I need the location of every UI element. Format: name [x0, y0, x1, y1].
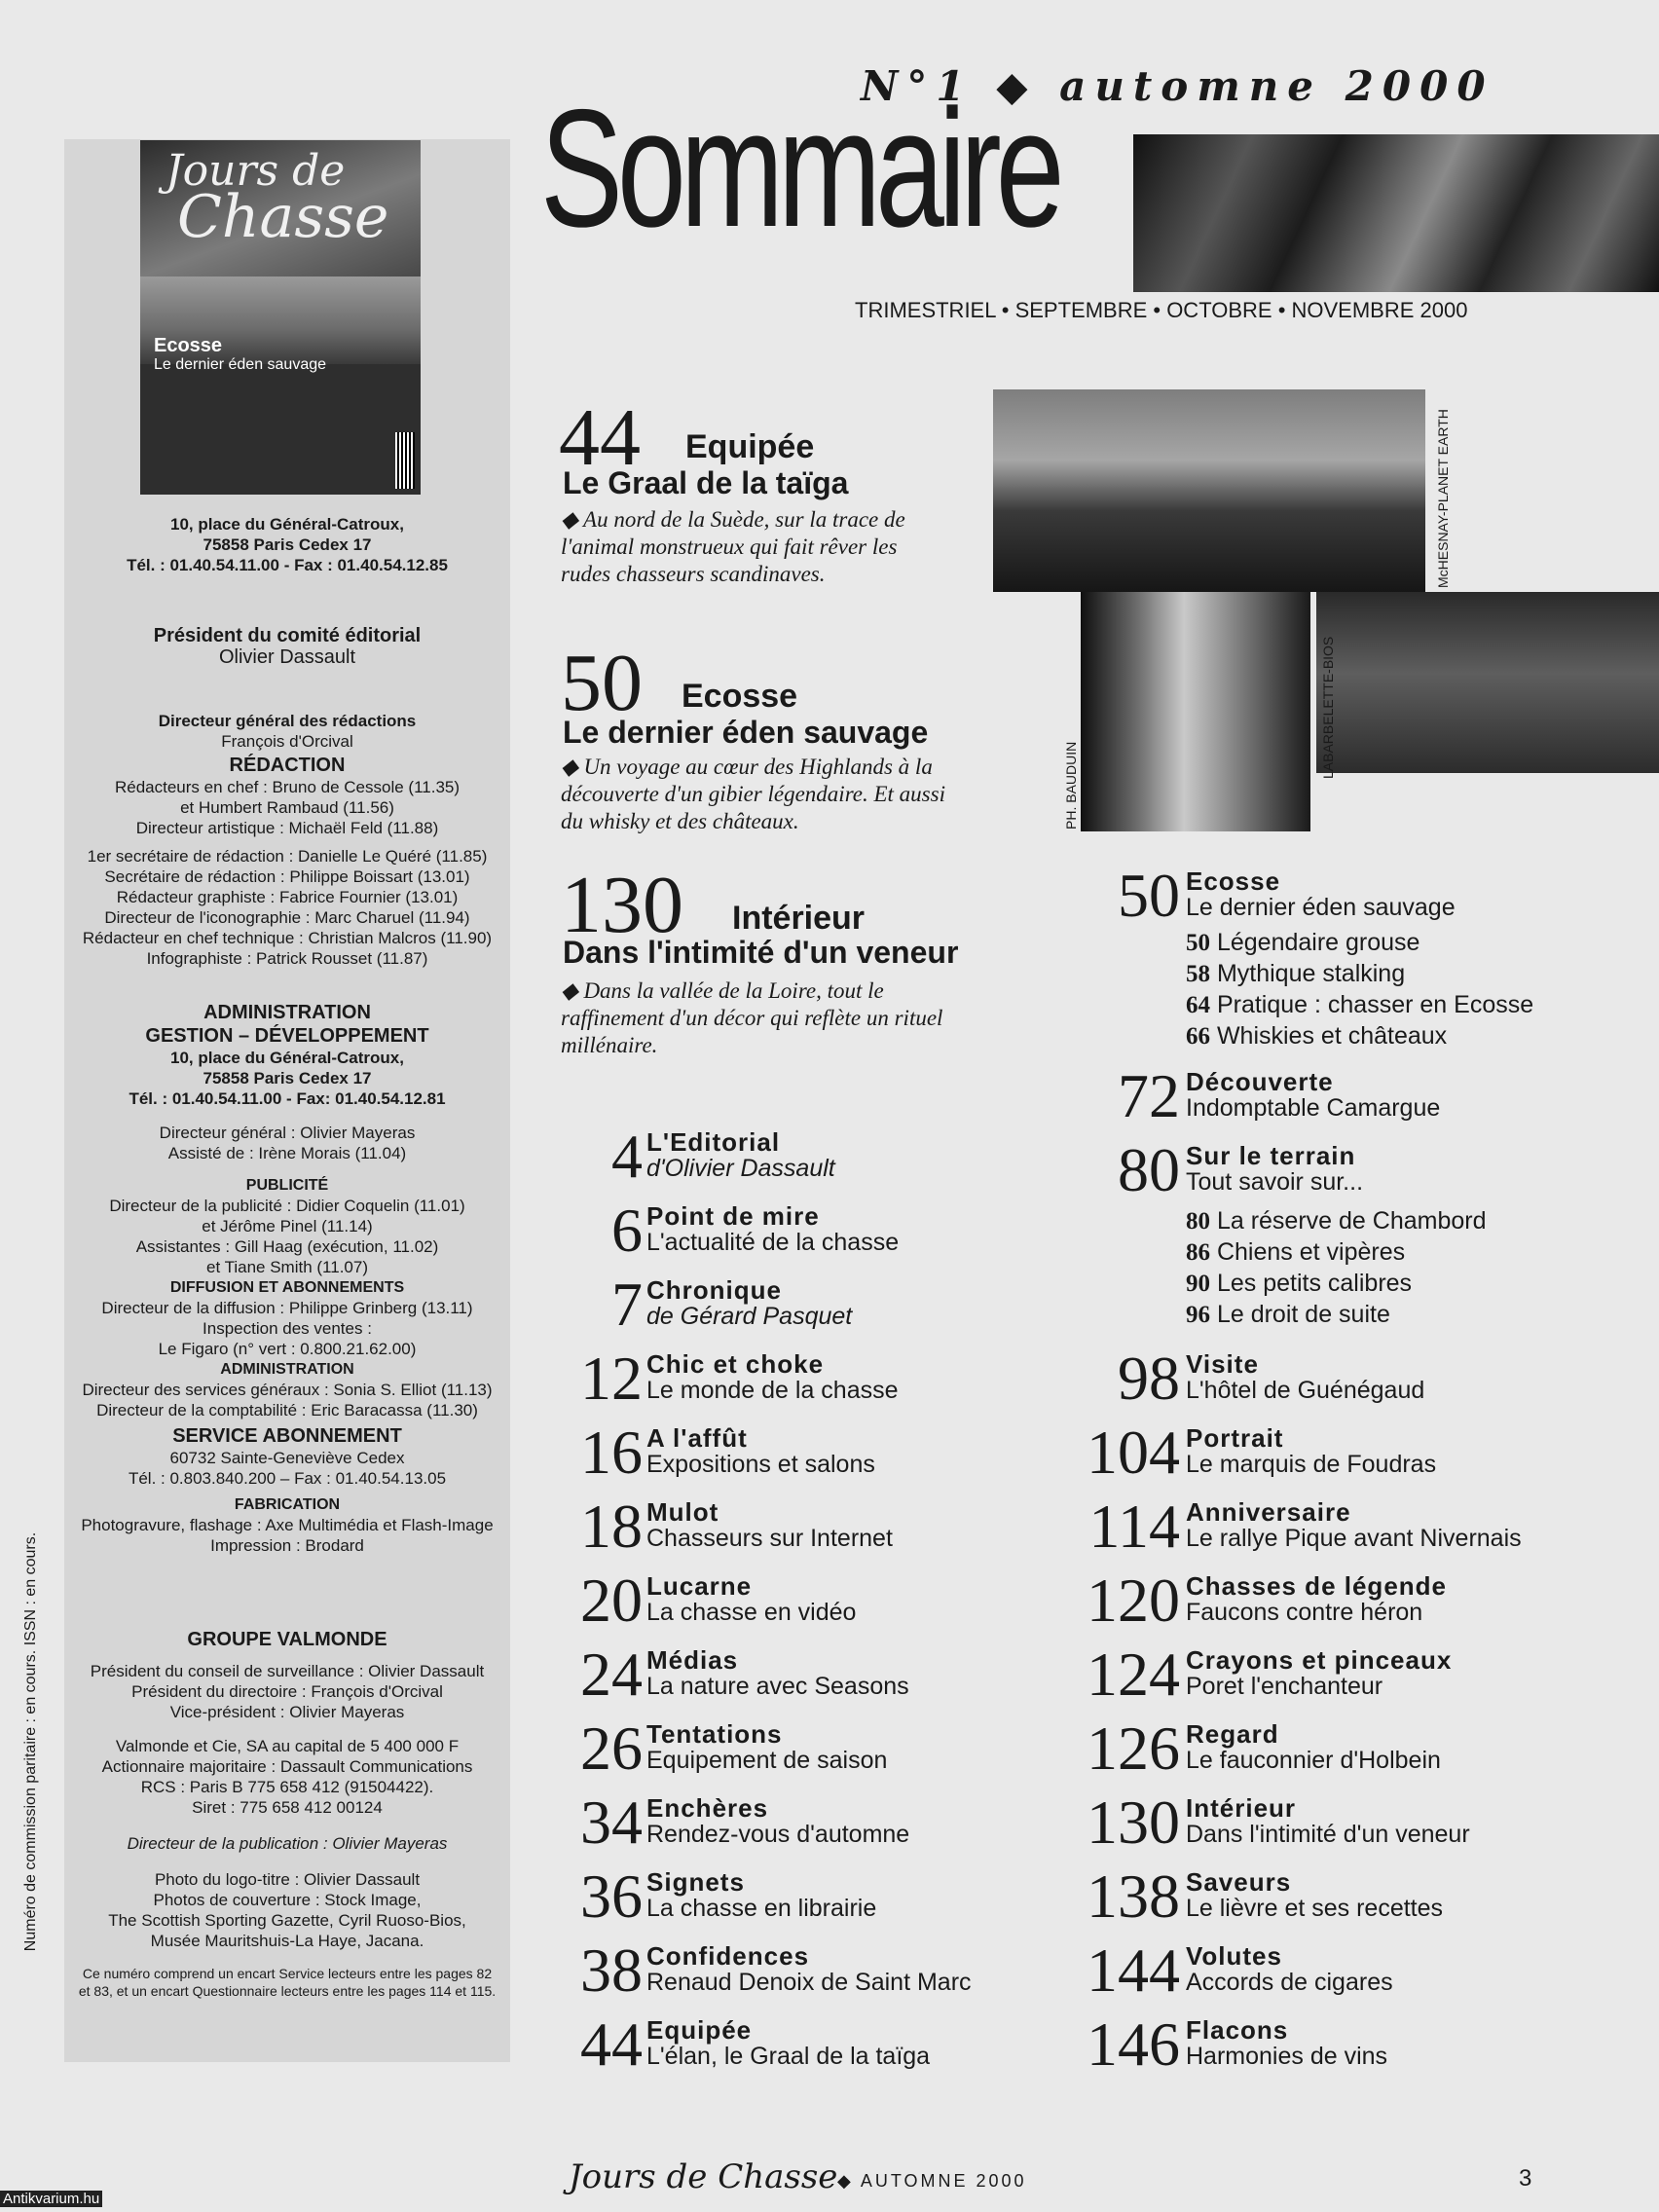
admin-heading: GESTION – DÉVELOPPEMENT	[145, 1025, 429, 1047]
toc-subtitle: Faucons contre héron	[1186, 1599, 1423, 1626]
insert-note: Ce numéro comprend un encart Service lecteurs entre les pages 82	[82, 1966, 493, 1981]
cover-headline: Ecosse	[154, 335, 223, 356]
toc-subitem-text: Le droit de suite	[1216, 1301, 1390, 1328]
feature-description: ◆ Un voyage au cœur des Highlands à la découverte d'un gibier légendaire. Et aussi du whisky et des châteaux.	[561, 755, 945, 833]
toc-rubric: Ecosse	[1186, 866, 1281, 896]
toc-subtitle: Harmonies de vins	[1186, 2043, 1388, 2070]
photo-credit-line: Photos de couverture : Stock Image,	[153, 1891, 422, 1909]
toc-subitem-number: 50	[1186, 930, 1210, 956]
staff-line: Directeur artistique : Michaël Feld (11.88)	[135, 819, 439, 837]
toc-page-number: 36	[580, 1862, 643, 1931]
toc-subtitle: Le monde de la chasse	[646, 1377, 899, 1404]
cover-logo-line1: Jours de	[166, 146, 346, 196]
staff-line: Photogravure, flashage : Axe Multimédia et Flash-Image	[81, 1516, 494, 1534]
toc-page-number: 98	[1118, 1344, 1180, 1413]
toc-subtitle: La chasse en librairie	[646, 1895, 877, 1922]
toc-rubric: Portrait	[1186, 1423, 1284, 1453]
toc-rubric: Anniversaire	[1186, 1497, 1351, 1527]
toc-rubric: Chronique	[646, 1275, 782, 1305]
photo-credit: McHESNAY-PLANET EARTH	[1435, 409, 1451, 588]
toc-page-number: 18	[580, 1492, 643, 1561]
toc-subtitle: Expositions et salons	[646, 1451, 875, 1478]
toc-subitem-number: 66	[1186, 1023, 1210, 1050]
toc-subitem	[1186, 1301, 1390, 1329]
toc-subitem-text: Les petits calibres	[1216, 1270, 1413, 1297]
periodicity-line: TRIMESTRIEL • SEPTEMBRE • OCTOBRE • NOVEMBRE 2000	[855, 298, 1468, 322]
toc-subitem-number: 64	[1186, 992, 1210, 1018]
toc-subtitle: Renaud Denoix de Saint Marc	[646, 1969, 972, 1996]
feature-number: 44	[559, 392, 641, 483]
toc-rubric: L'Editorial	[646, 1127, 781, 1157]
toc-subtitle: La chasse en vidéo	[646, 1599, 857, 1626]
toc-rubric: Chasses de légende	[1186, 1571, 1447, 1601]
staff-line: Directeur de la publicité : Didier Coquelin (11.01)	[109, 1197, 465, 1215]
editorial-address	[64, 514, 510, 575]
administration-heading: ADMINISTRATION	[220, 1361, 354, 1378]
staff-line: Le Figaro (n° vert : 0.800.21.62.00)	[158, 1340, 417, 1358]
publication-director: Directeur de la publication : Olivier Mayeras	[127, 1834, 448, 1853]
toc-subtitle: L'hôtel de Guénégaud	[1186, 1377, 1425, 1404]
company-line: RCS : Paris B 775 658 412 (91504422).	[140, 1778, 434, 1796]
staff-line: Président du conseil de surveillance : Olivier Dassault	[90, 1662, 485, 1680]
toc-subitem	[1186, 1238, 1405, 1267]
toc-rubric: Point de mire	[646, 1201, 820, 1231]
staff-line: Assistantes : Gill Haag (exécution, 11.02)	[135, 1237, 439, 1256]
groupe-block	[64, 1628, 510, 2000]
toc-page-number: 80	[1118, 1135, 1180, 1204]
dg-name: François d'Orcival	[221, 732, 353, 751]
photo-credit-line: Photo du logo-titre : Olivier Dassault	[154, 1870, 421, 1889]
toc-subtitle: de Gérard Pasquet	[646, 1303, 853, 1330]
toc-page-number: 7	[611, 1270, 643, 1339]
toc-subtitle: Equipement de saison	[646, 1747, 888, 1774]
redaction-heading: RÉDACTION	[229, 755, 346, 776]
company-line: Siret : 775 658 412 00124	[192, 1798, 383, 1817]
feature-title: Le Graal de la taïga	[563, 465, 849, 500]
toc-page-number: 16	[580, 1418, 643, 1487]
toc-subtitle: Accords de cigares	[1186, 1969, 1393, 1996]
toc-subitem-number: 96	[1186, 1302, 1210, 1328]
cover-tagline: Le dernier éden sauvage	[154, 356, 327, 373]
toc-page-number: 144	[1087, 1936, 1180, 2005]
toc-page-number: 50	[1118, 861, 1180, 930]
staff-line: Secrétaire de rédaction : Philippe Boissart (13.01)	[104, 867, 470, 886]
staff-line: Directeur de la comptabilité : Eric Baracassa (11.30)	[96, 1401, 478, 1419]
watermark: Antikvarium.hu	[0, 2191, 102, 2207]
staff-line: Infographiste : Patrick Rousset (11.87)	[146, 949, 428, 968]
dg-label: Directeur général des rédactions	[158, 712, 417, 730]
toc-subitem	[1186, 991, 1533, 1019]
staff-line: Directeur de l'iconographie : Marc Charuel (11.94)	[104, 908, 470, 927]
toc-page-number: 4	[611, 1122, 643, 1191]
toc-rubric: Crayons et pinceaux	[1186, 1645, 1453, 1675]
toc-subitem-number: 58	[1186, 961, 1210, 987]
president-block	[64, 625, 510, 668]
president-label: Président du comité éditorial	[153, 625, 422, 646]
issue-label: N°1 ◆ automne 2000	[861, 62, 1494, 110]
toc-subitem	[1186, 960, 1405, 988]
abonnement-heading: SERVICE ABONNEMENT	[172, 1425, 402, 1447]
toc-subitem	[1186, 1207, 1487, 1235]
interior-photo	[1081, 592, 1310, 831]
feature-number: 50	[561, 638, 643, 728]
toc-subitem-text: Chiens et vipères	[1216, 1238, 1406, 1266]
toc-rubric: Enchères	[646, 1793, 769, 1823]
toc-subitem-text: Whiskies et châteaux	[1216, 1022, 1448, 1050]
feature-number: 130	[561, 860, 683, 950]
issn-note: Numéro de commission paritaire : en cours. ISSN : en cours.	[22, 1531, 39, 1952]
phone-line: Tél. : 01.40.54.11.00 - Fax : 01.40.54.12.85	[127, 556, 448, 574]
moose-photo	[993, 389, 1425, 592]
toc-page-number: 124	[1087, 1640, 1180, 1709]
staff-line: Directeur des services généraux : Sonia S. Elliot (11.13)	[82, 1381, 493, 1399]
staff-line: Président du directoire : François d'Orcival	[131, 1682, 443, 1701]
cover-thumbnail	[140, 140, 421, 495]
admin-heading: ADMINISTRATION	[203, 1002, 371, 1023]
toc-page-number: 24	[580, 1640, 643, 1709]
fabrication-heading: FABRICATION	[234, 1496, 341, 1513]
toc-page-number: 6	[611, 1196, 643, 1265]
toc-rubric: Chic et choke	[646, 1349, 825, 1379]
staff-line: et Jérôme Pinel (11.14)	[202, 1217, 373, 1235]
redaction-block	[64, 711, 510, 969]
toc-rubric: Médias	[646, 1645, 739, 1675]
toc-rubric: Visite	[1186, 1349, 1259, 1379]
toc-page-number: 34	[580, 1788, 643, 1857]
photo-credit-line: Musée Mauritshuis-La Haye, Jacana.	[150, 1932, 424, 1950]
toc-subtitle: Le rallye Pique avant Nivernais	[1186, 1525, 1522, 1552]
header-photo	[1133, 134, 1659, 292]
page-number: 3	[1519, 2165, 1532, 2192]
toc-page-number: 120	[1087, 1566, 1180, 1635]
feature-description: ◆ Au nord de la Suède, sur la trace de l'animal monstrueux qui fait rêver les rudes chasseurs scandinaves.	[561, 507, 905, 586]
groupe-heading: GROUPE VALMONDE	[187, 1629, 387, 1650]
toc-page-number: 138	[1087, 1862, 1180, 1931]
toc-rubric: Lucarne	[646, 1571, 753, 1601]
toc-subtitle: Le dernier éden sauvage	[1186, 894, 1456, 921]
feature-rubric: Equipée	[685, 428, 815, 465]
address-line: 10, place du Général-Catroux,	[170, 1049, 404, 1067]
photo-credit: PH. BAUDUIN	[1063, 741, 1079, 830]
company-line: Actionnaire majoritaire : Dassault Communications	[101, 1757, 473, 1776]
toc-subtitle: Rendez-vous d'automne	[646, 1821, 910, 1848]
toc-rubric: Volutes	[1186, 1941, 1282, 1971]
president-name: Olivier Dassault	[218, 646, 356, 668]
staff-line: 60732 Sainte-Geneviève Cedex	[169, 1449, 405, 1467]
toc-rubric: Confidences	[646, 1941, 810, 1971]
staff-line: Directeur général : Olivier Mayeras	[159, 1124, 416, 1142]
staff-line: Directeur de la diffusion : Philippe Grinberg (13.11)	[101, 1299, 473, 1317]
toc-page-number: 146	[1087, 2009, 1180, 2079]
toc-rubric: Signets	[646, 1867, 745, 1897]
toc-rubric: Sur le terrain	[1186, 1141, 1356, 1170]
staff-line: Rédacteurs en chef : Bruno de Cessole (11.35)	[114, 778, 461, 796]
toc-subitem	[1186, 929, 1419, 957]
feature-rubric: Intérieur	[732, 900, 866, 937]
administration-block	[64, 1001, 510, 1556]
toc-page-number: 104	[1087, 1418, 1180, 1487]
grouse-photo	[1316, 592, 1659, 773]
toc-subtitle: La nature avec Seasons	[646, 1673, 909, 1700]
toc-subitem-number: 90	[1186, 1271, 1210, 1297]
staff-line: 1er secrétaire de rédaction : Danielle Le Quéré (11.85)	[87, 847, 488, 866]
toc-subitem-number: 86	[1186, 1239, 1210, 1266]
toc-subtitle: Tout savoir sur...	[1186, 1168, 1364, 1196]
page-title: Sommaire	[540, 75, 1059, 262]
toc-rubric: Saveurs	[1186, 1867, 1292, 1897]
toc-rubric: Regard	[1186, 1719, 1279, 1749]
toc-page-number: 44	[580, 2009, 643, 2079]
staff-line: Vice-président : Olivier Mayeras	[169, 1703, 405, 1721]
toc-page-number: 126	[1087, 1714, 1180, 1783]
toc-subtitle: Dans l'intimité d'un veneur	[1186, 1821, 1470, 1848]
toc-subitem-text: Légendaire grouse	[1216, 929, 1420, 956]
toc-page-number: 26	[580, 1714, 643, 1783]
barcode-icon	[395, 432, 415, 489]
toc-subtitle: Chasseurs sur Internet	[646, 1525, 893, 1552]
toc-page-number: 12	[580, 1344, 643, 1413]
toc-subtitle: Indomptable Camargue	[1186, 1094, 1441, 1122]
toc-page-number: 72	[1118, 1061, 1180, 1130]
staff-line: Assisté de : Irène Morais (11.04)	[167, 1144, 407, 1162]
feature-title: Le dernier éden sauvage	[563, 715, 929, 750]
toc-subtitle: L'actualité de la chasse	[646, 1229, 900, 1256]
toc-subitem-text: Pratique : chasser en Ecosse	[1216, 991, 1534, 1018]
toc-page-number: 20	[580, 1566, 643, 1635]
toc-page-number: 130	[1087, 1788, 1180, 1857]
toc-subitem	[1186, 1022, 1447, 1051]
toc-rubric: A l'affût	[646, 1423, 748, 1453]
address-line: 75858 Paris Cedex 17	[203, 1069, 372, 1088]
feature-description: ◆ Dans la vallée de la Loire, tout le raffinement d'un décor qui reflète un rituel millénaire.	[561, 978, 943, 1057]
toc-subitem-text: La réserve de Chambord	[1216, 1207, 1487, 1235]
address-line: 75858 Paris Cedex 17	[203, 535, 372, 554]
toc-subitem-text: Mythique stalking	[1216, 960, 1406, 987]
staff-line: Rédacteur graphiste : Fabrice Fournier (13.01)	[116, 888, 459, 906]
address-line: 10, place du Général-Catroux,	[170, 515, 404, 534]
footer-season: ◆ AUTOMNE 2000	[837, 2171, 1027, 2191]
toc-subtitle: Le lièvre et ses recettes	[1186, 1895, 1444, 1922]
feature-rubric: Ecosse	[682, 678, 798, 715]
toc-subitem-number: 80	[1186, 1208, 1210, 1235]
toc-page-number: 38	[580, 1936, 643, 2005]
phone-line: Tél. : 01.40.54.11.00 - Fax: 01.40.54.12.81	[129, 1089, 446, 1108]
footer-logo: Jours de Chasse	[569, 2157, 838, 2196]
toc-subtitle: d'Olivier Dassault	[646, 1155, 835, 1182]
toc-rubric: Découverte	[1186, 1067, 1334, 1096]
toc-subtitle: L'élan, le Graal de la taïga	[646, 2043, 931, 2070]
cover-ground	[140, 364, 421, 495]
insert-note: et 83, et un encart Questionnaire lecteurs entre les pages 114 et 115.	[78, 1983, 497, 1999]
feature-title: Dans l'intimité d'un veneur	[563, 935, 959, 970]
company-line: Valmonde et Cie, SA au capital de 5 400 000 F	[115, 1737, 460, 1755]
photo-credit-line: The Scottish Sporting Gazette, Cyril Ruoso-Bios,	[108, 1911, 466, 1930]
staff-line: et Tiane Smith (11.07)	[206, 1258, 368, 1276]
photo-credit: LABARBELETTE-BIOS	[1320, 636, 1336, 779]
toc-rubric: Mulot	[646, 1497, 719, 1527]
toc-page-number: 114	[1088, 1492, 1180, 1561]
toc-subitem	[1186, 1270, 1412, 1298]
toc-subtitle: Le fauconnier d'Holbein	[1186, 1747, 1441, 1774]
staff-line: Rédacteur en chef technique : Christian Malcros (11.90)	[82, 929, 493, 947]
staff-line: Inspection des ventes :	[203, 1319, 372, 1338]
cover-logo-line2: Chasse	[177, 183, 389, 251]
toc-rubric: Intérieur	[1186, 1793, 1297, 1823]
toc-subtitle: Poret l'enchanteur	[1186, 1673, 1383, 1700]
diffusion-heading: DIFFUSION ET ABONNEMENTS	[169, 1279, 405, 1296]
staff-line: Impression : Brodard	[210, 1536, 364, 1555]
staff-line: et Humbert Rambaud (11.56)	[180, 798, 394, 817]
staff-line: Tél. : 0.803.840.200 – Fax : 01.40.54.13.05	[128, 1469, 447, 1488]
toc-rubric: Flacons	[1186, 2015, 1289, 2045]
toc-rubric: Equipée	[646, 2015, 753, 2045]
toc-rubric: Tentations	[646, 1719, 783, 1749]
toc-subtitle: Le marquis de Foudras	[1186, 1451, 1437, 1478]
publicite-heading: PUBLICITÉ	[245, 1177, 329, 1194]
